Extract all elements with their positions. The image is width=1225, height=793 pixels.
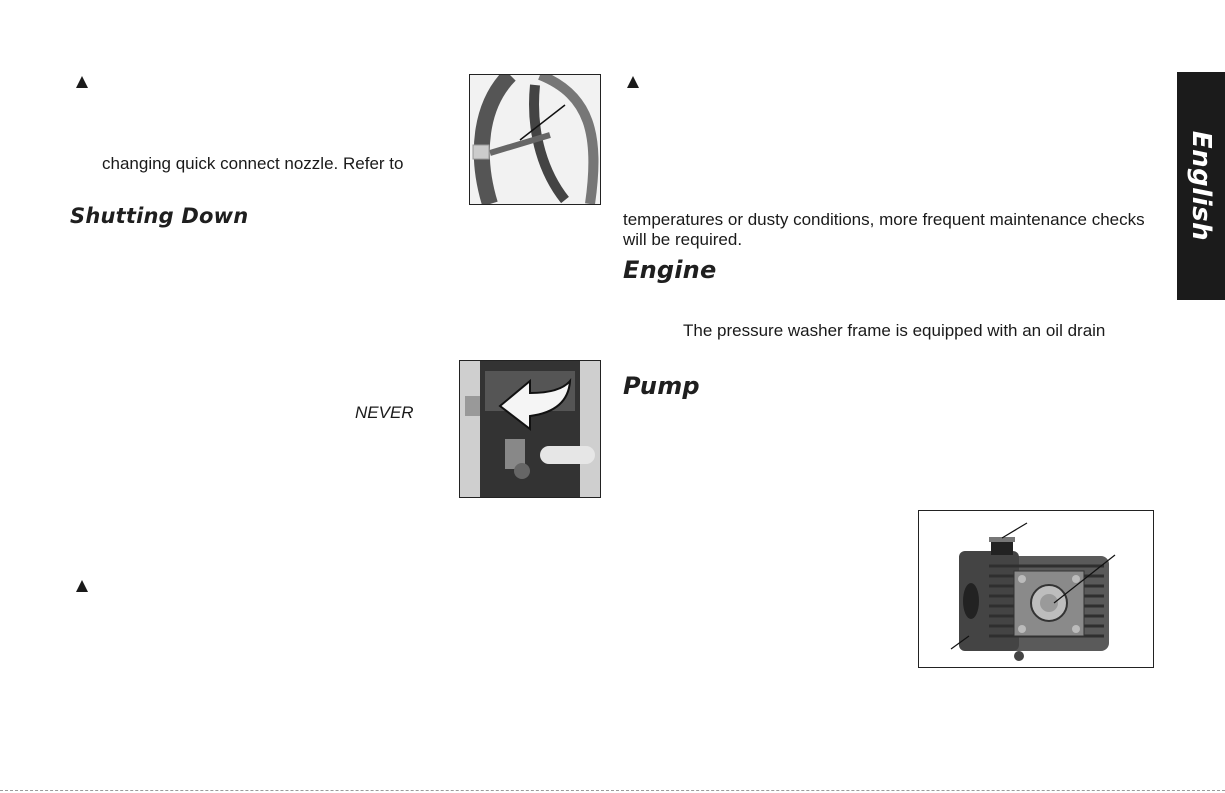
body-text-maintenance-checks: temperatures or dusty conditions, more frequent maintenance checks	[623, 210, 1145, 229]
body-text-never: NEVER	[355, 403, 414, 422]
figure-pump	[918, 510, 1154, 668]
heading-pump: Pump	[623, 372, 700, 400]
trigger-lock-illustration	[470, 75, 600, 204]
warning-icon	[75, 74, 89, 88]
heading-engine: Engine	[623, 256, 717, 284]
body-text-quick-connect: changing quick connect nozzle. Refer to	[102, 154, 404, 173]
warning-icon	[626, 74, 640, 88]
page-bottom-rule	[0, 790, 1225, 791]
figure-engine-switch	[459, 360, 601, 498]
engine-switch-illustration	[460, 361, 600, 497]
body-text-will-be-required: will be required.	[623, 230, 743, 249]
warning-icon	[75, 578, 89, 592]
figure-trigger-lock	[469, 74, 601, 205]
language-tab-label: English	[1186, 130, 1217, 242]
language-tab	[1177, 72, 1225, 300]
heading-shutting-down: Shutting Down	[70, 204, 249, 228]
pump-illustration	[919, 511, 1153, 667]
body-text-oil-drain: The pressure washer frame is equipped with an oil drain	[683, 321, 1106, 340]
